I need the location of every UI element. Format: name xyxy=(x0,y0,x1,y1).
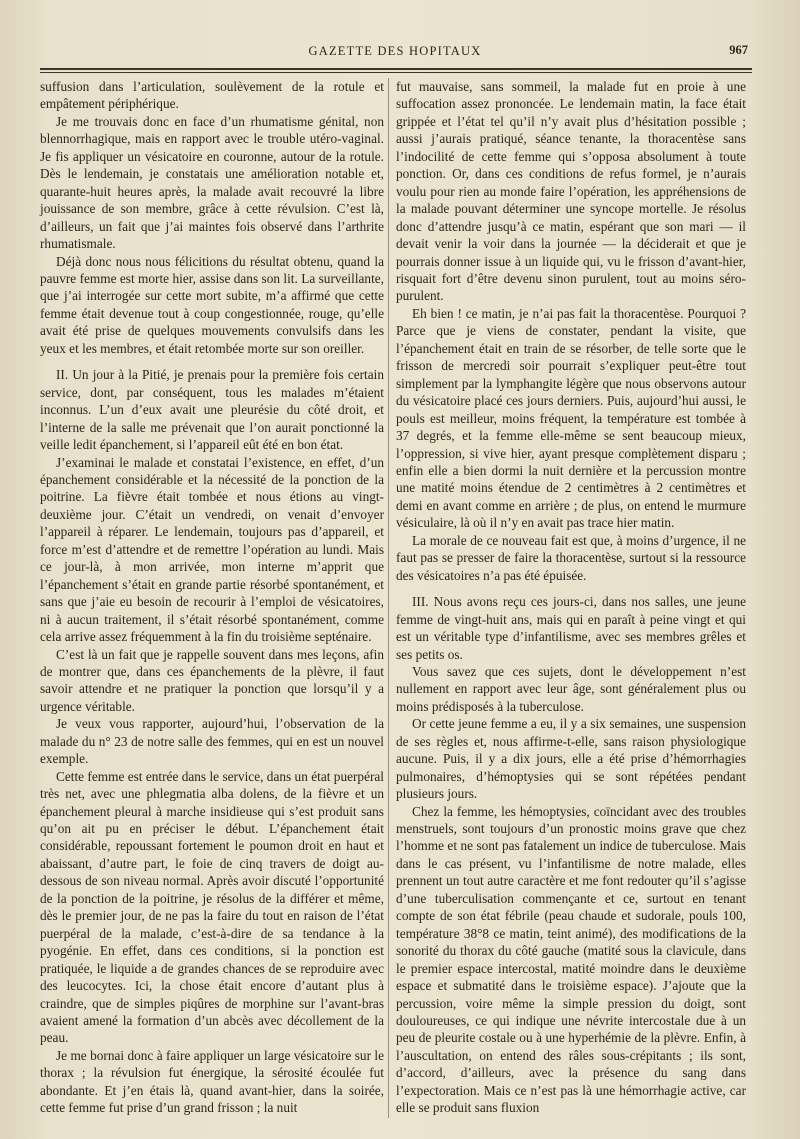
paragraph: J’examinai le malade et constatai l’existence, en effet, d’un épanchement considérable et la nécessité de la ponction de la poitrine. La fièvre était tombée et nous étions au vingt-deuxième jour. C’était un vendredi, on venait d’envoyer l’appareil à réparer. Le lendemain, toujours pas d’appareil, et force m’est d’attendre et de remettre l’opération au lundi. Mais ce jour-là, à mon arrivée, mon interne m’apprit que l’épanchement s’était en grande partie résorbé spontanément, et sans que j’aie eu besoin de recourir à l’emploi de vésicatoires, ni à aucun traitement, il s’était résorbé spontanément, comme cela arrive assez fréquemment à la fin du troisième septénaire. xyxy=(40,454,384,645)
paragraph: Chez la femme, les hémoptysies, coïncidant avec des troubles menstruels, sont toujours d’un pronostic moins grave que chez l’homme et ne sont pas fatalement un indice de tuberculose. Mais dans le cas présent, vu l’infantilisme de notre malade, elles prennent un tout autre caractère et me font redouter qu’il s’agisse d’une tuberculisation commençante et ce, surtout en tenant compte de son état fébrile (peau chaude et sudorale, pouls 100, température 38°8 ce matin, teint animé), des modifications de la sonorité du thorax du côté gauche (matité sous la clavicule, dans le premier espace intercostal, matité moindre dans le deuxième espace et submatité dans le troisième espace). J’ajoute que la percussion, voire même la simple pression du doigt, sont douloureuses, ce qui indique une névrite intercostale due à un peu de pleurite costale ou à une hyperhémie de la plèvre. Enfin, à l’auscultation, on entend des râles sous-crépitants ; ils sont, d’accord, d’ailleurs, avec la présence du sang dans l’expectoration. Mais ce n’est pas là une hémorrhagie active, car elle se produit sans fluxion xyxy=(396,803,746,1116)
paragraph: Or cette jeune femme a eu, il y a six semaines, une suspension de ses règles et, nous affirme-t-elle, sans raison physiologique aucune. Puis, il y a dix jours, elle a été prise d’hémorrhagies pulmonaires, d’hémoptysies qui se sont répétées pendant plusieurs jours. xyxy=(396,716,746,802)
paragraph: La morale de ce nouveau fait est que, à moins d’urgence, il ne faut pas se presser de faire la thoracentèse, surtout si la ressource des vésicatoires n’a pas été épuisée. xyxy=(396,532,746,583)
right-column xyxy=(396,78,746,1117)
paragraph: Eh bien ! ce matin, je n’ai pas fait la thoracentèse. Pourquoi ? Parce que je viens de constater, pendant la visite, que l’épanchement était en train de se résorber, de telle sorte que le frisson de mercredi soir pourrait s’expliquer peut-être tout simplement par la lymphangite légère que nous observons autour du vésicatoire placé ces jours derniers. Puis, aujourd’hui aussi, le pouls est meilleur, moins fréquent, la température est tombée à 37 degrés, et la femme elle-même se sent beaucoup mieux, l’oppression, si vive hier, ayant presque complètement disparu ; enfin elle a bien dormi la nuit dernière et la percussion montre une matité moins étendue de 2 centimètres à 2 centimètres et demi en avant comme en arrière ; de plus, on entend le murmure vésiculaire, là où il n’y en avait pas trace hier matin. xyxy=(396,305,746,531)
left-column xyxy=(40,78,384,1117)
paragraph-section-iii: III. Nous avons reçu ces jours-ci, dans nos salles, une jeune femme de vingt-huit ans, mais qui en paraît à peine vingt et qui est un véritable type d’infantilisme, avec ses membres grêles et ses petits os. xyxy=(396,594,746,662)
paragraph-section-ii: II. Un jour à la Pitié, je prenais pour la première fois certain service, dont, par conséquent, tous les malades m’étaient inconnus. L’un d’eux avait une pleurésie du côté droit, et l’interne de la salle me prévenait que l’on aurait ponctionné la veille ledit épanchement, si l’appareil eût été en bon état. xyxy=(40,367,384,453)
paragraph: Déjà donc nous nous félicitions du résultat obtenu, quand la pauvre femme est morte hier, assise dans son lit. La surveillante, que j’ai interrogée sur cette mort subite, m’a affirmé que cette femme était devenue tout à coup congestionnée, rouge, qu’elle avait été prise de quelques mouvements convulsifs dans les yeux et les membres, et était retombée morte sur son oreiller. xyxy=(40,253,384,356)
paragraph: Je veux vous rapporter, aujourd’hui, l’observation de la malade du n° 23 de notre salle des femmes, qui en est un nouvel exemple. xyxy=(40,716,384,767)
paragraph: C’est là un fait que je rappelle souvent dans mes leçons, afin de montrer que, dans ces épanchements de la plèvre, il faut savoir attendre et ne pratiquer la ponction que lorsqu’il y a urgence véritable. xyxy=(40,646,384,714)
header-rule xyxy=(40,68,752,70)
paragraph: Cette femme est entrée dans le service, dans un état puerpéral très net, avec une phlegmatia alba dolens, de la fièvre et un épanchement pleural à marche insidieuse qui s’est produit sans qu’on ait pu en préciser le début. L’épanchement était considérable, repoussant fortement le poumon droit en haut et abaissant, d’autre part, le foie de cinq travers de doigt au-dessous de son niveau normal. Après avoir discuté l’opportunité de la ponction de la poitrine, je résolus de la différer et même, dès le premier jour, de ne pas la faire du tout en raison de l’état puerpéral de la malade, c’est-à-dire de sa tendance à la pyogénie. En effet, dans ces conditions, si la ponction est pratiquée, le liquide a de grandes chances de se reproduire avec des leucocytes. Ici, la chose était encore d’autant plus à craindre, que de simples piqûres de morphine sur l’avant-bras avaient amené la formation d’un abcès avec décollement de la peau. xyxy=(40,768,384,1046)
journal-title: GAZETTE DES HOPITAUX xyxy=(308,44,482,58)
paragraph: fut mauvaise, sans sommeil, la malade fut en proie à une suffocation assez prononcée. Le lendemain matin, la face était grippée et l’état tel qu’il n’y avait plus d’hésitation possible ; aussi j’aurais pratiqué, séance tenante, la thoracentèse sans l’indocilité de cette femme qui s’opposa absolument à toute ponction. Or, dans ces conditions de refus formel, je n’aurais voulu pour rien au monde faire l’opération, les appréhensions de la malade pouvant déterminer une syncope mortelle. Je résolus donc d’attendre jusqu’à ce matin, espérant que son mari — il devait venir la voir dans la journée — la déciderait et que je pourrais donner issue à un liquide qui, vu le frisson d’avant-hier, risquait fort d’être devenu sinon purulent, tout au moins séro-purulent. xyxy=(396,79,746,304)
paragraph: Je me bornai donc à faire appliquer un large vésicatoire sur le thorax ; la révulsion fut énergique, la sérosité écoulée fut abondante. Et j’en étais là, quand avant-hier, dans la soirée, cette femme fut prise d’un grand frisson ; la nuit xyxy=(40,1047,384,1116)
paragraph: suffusion dans l’articulation, soulèvement de la rotule et empâtement périphérique. xyxy=(40,79,384,112)
page-number: 967 xyxy=(729,43,748,57)
page-header xyxy=(40,44,750,64)
column-divider xyxy=(388,78,389,1118)
header-rule-thin xyxy=(40,72,752,73)
paragraph: Vous savez que ces sujets, dont le développement n’est nullement en rapport avec leur âge, sont généralement plus ou moins prédisposés à la tuberculose. xyxy=(396,663,746,714)
paragraph: Je me trouvais donc en face d’un rhumatisme génital, non blennorrhagique, mais en rapport avec le trouble utéro-vaginal. Je fis appliquer un vésicatoire en couronne, autour de la rotule. Dès le lendemain, je constatais une amélioration notable et, quarante-huit heures après, la malade avait recouvré la libre jouissance de son membre, grâce à cette révulsion. C’est là, d’ailleurs, un fait que j’ai maintes fois observé dans l’arthrite rhumatismale. xyxy=(40,113,384,252)
